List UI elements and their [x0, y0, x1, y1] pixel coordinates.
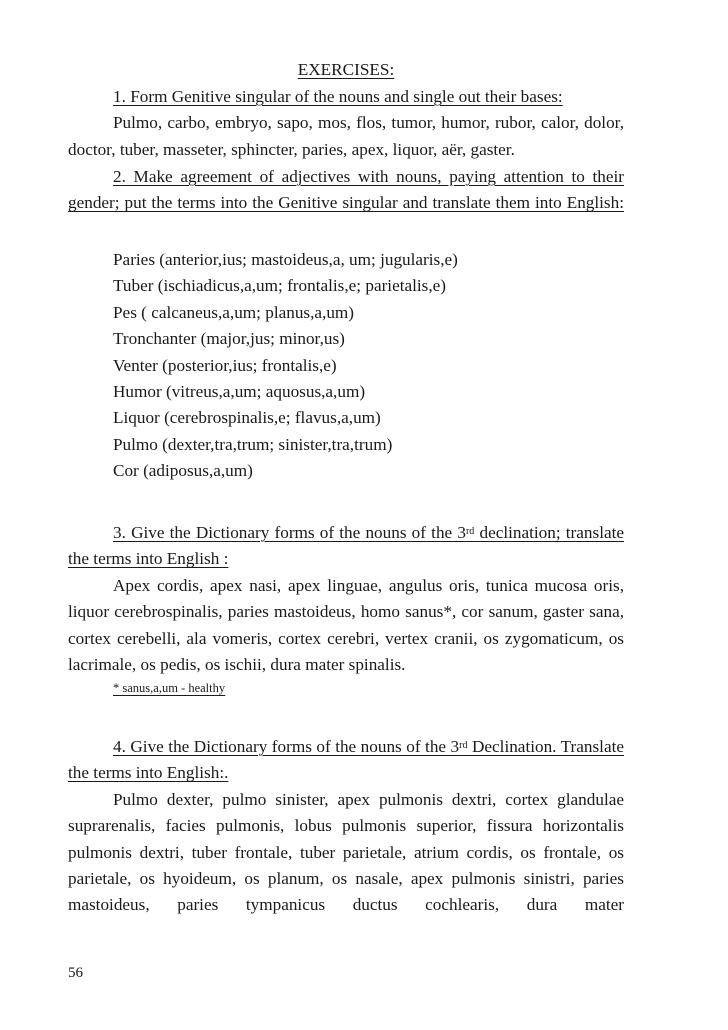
page-title — [68, 57, 624, 83]
exercise-3-text: Apex cordis, apex nasi, apex linguae, angulus oris, tunica mucosa oris, liquor cerebrospinalis, paries mastoideus, homo sanus*, cor sanum, gaster sana, cortex cerebelli, ala vomeris, cortex cerebri, vertex cranii, os zygomaticum, os lacrimale, os pedis, os ischii, dura mater spinalis. — [68, 575, 624, 675]
footnote: * sanus,a,um - healthy — [113, 681, 226, 696]
list-item: Venter (posterior,ius; frontalis,e) — [113, 355, 337, 375]
exercise-2-heading: 2. Make agreement of adjectives with nouns, paying attention to their gender; put the terms into the Genitive singular and translate them into English: — [68, 167, 624, 213]
exercise-2 — [68, 164, 624, 217]
list-item: Pes ( calcaneus,a,um; planus,a,um) — [113, 302, 355, 322]
list-item: Cor (adiposus,a,um) — [113, 461, 253, 481]
exercise-1 — [68, 84, 624, 163]
exercise-3 — [68, 520, 624, 698]
exercise-2-items — [68, 247, 624, 485]
exercise-4 — [68, 734, 624, 919]
list-item: Tronchanter (major,jus; minor,us) — [113, 329, 345, 349]
list-item: Paries (anterior,ius; mastoideus,a, um; jugularis,e) — [113, 250, 458, 269]
page-number: 56 — [68, 965, 83, 981]
exercises-heading: EXERCISES: — [297, 60, 395, 79]
exercise-1-heading: 1. Form Genitive singular of the nouns and single out their bases: — [113, 87, 563, 106]
list-item: Humor (vitreus,a,um; aquosus,a,um) — [113, 382, 366, 402]
exercise-1-text: Pulmo, carbo, embryo, sapo, mos, flos, tumor, humor, rubor, calor, dolor, doctor, tuber, masseter, sphincter, paries, apex, liquor, aër, gaster. — [68, 113, 624, 159]
list-item: Tuber (ischiadicus,a,um; frontalis,e; parietalis,e) — [113, 276, 446, 296]
exercise-4-text: Pulmo dexter, pulmo sinister, apex pulmonis dextri, cortex glandulae suprarenalis, facies pulmonis, lobus pulmonis superior, fissura horizontalis pulmonis dextri, tuber frontale, tuber parietale, atrium cordis, os frontale, os parietale, os hyoideum, os planum, os nasale, apex pulmonis sinistri, paries mastoideus, paries tympanicus ductus cochlearis, dura mater — [68, 789, 624, 915]
exercise-3-heading: 3. Give the Dictionary forms of the nouns of the 3rd declination; translate the terms into English : — [68, 523, 625, 569]
exercise-4-heading: 4. Give the Dictionary forms of the nouns of the 3rd Declination. Translate the terms into English:. — [68, 737, 624, 783]
list-item: Pulmo (dexter,tra,trum; sinister,tra,trum) — [113, 434, 393, 454]
list-item: Liquor (cerebrospinalis,e; flavus,a,um) — [113, 408, 381, 428]
